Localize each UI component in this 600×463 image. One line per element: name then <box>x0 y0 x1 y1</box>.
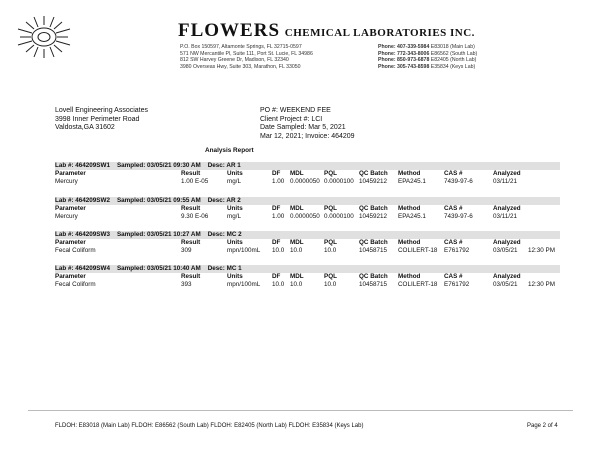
table-cell: 10.0 <box>290 247 303 254</box>
sample-block <box>55 231 560 255</box>
company-logo <box>14 14 74 60</box>
table-cell: 0.0000100 <box>324 213 354 220</box>
sample-block <box>55 197 560 221</box>
table-cell: EPA245.1 <box>398 213 426 220</box>
table-cell: PQL <box>324 170 337 177</box>
table-cell: Parameter <box>55 205 86 212</box>
table-cell: 309 <box>181 247 192 254</box>
flower-logo-icon <box>14 14 74 60</box>
table-cell: mg/L <box>227 213 241 220</box>
table-cell: 03/05/21 <box>493 247 518 254</box>
table-cell: 7439-97-6 <box>444 213 473 220</box>
table-cell: COLILERT-18 <box>398 247 438 254</box>
table-cell: mpn/100mL <box>227 247 261 254</box>
table-cell: 10.0 <box>324 281 337 288</box>
table-row <box>55 178 560 186</box>
phone-line: Phone: 305-743-8598 E35834 (Keys Lab) <box>378 63 476 70</box>
table-cell: MDL <box>290 273 304 280</box>
sampled-time: Sampled: 03/05/21 09:55 AM <box>116 197 201 204</box>
sample-desc: Desc: AR 2 <box>207 197 241 204</box>
table-cell: Units <box>227 205 243 212</box>
table-cell: 03/05/21 <box>493 281 518 288</box>
table-cell: Mercury <box>55 178 78 185</box>
client-project: Client Project #: LCI <box>260 115 323 123</box>
table-cell: 10.0 <box>290 281 303 288</box>
table-cell: 0.0000100 <box>324 178 354 185</box>
table-cell: QC Batch <box>359 205 388 212</box>
page-number: Page 2 of 4 <box>527 423 558 429</box>
table-cell: 10459212 <box>359 178 388 185</box>
table-cell: 1.00 <box>272 213 285 220</box>
sample-desc: Desc: AR 1 <box>207 162 241 169</box>
table-cell: 12:30 PM <box>528 247 555 254</box>
table-cell: Units <box>227 273 243 280</box>
sample-header-bar <box>55 231 560 239</box>
table-cell: MDL <box>290 170 304 177</box>
table-cell: QC Batch <box>359 239 388 246</box>
table-cell: 1.00 <box>272 178 285 185</box>
phone-line: Phone: 772-343-8006 E86562 (South Lab) <box>378 50 478 57</box>
phone-line: Phone: 407-339-5984 E83018 (Main Lab) <box>378 44 475 50</box>
table-cell: 9.30 E-06 <box>181 213 209 220</box>
table-cell: Mercury <box>55 213 78 220</box>
table-cell: 10.0 <box>324 247 337 254</box>
column-header-row <box>55 205 560 213</box>
table-row <box>55 247 560 255</box>
table-cell: DF <box>272 273 281 280</box>
lab-number: Lab #: 464209SW3 <box>55 231 110 238</box>
table-cell: CAS # <box>444 170 463 177</box>
lab-addresses <box>180 44 313 70</box>
table-cell: 10458715 <box>359 247 388 254</box>
table-cell: Analyzed <box>493 239 521 246</box>
table-cell: mg/L <box>227 178 241 185</box>
table-cell: Result <box>181 273 201 280</box>
lab-number: Lab #: 464209SW2 <box>55 197 110 204</box>
table-row <box>55 281 560 289</box>
address-line: 3980 Overseas Hwy, Suite 303, Marathon, FL 33050 <box>180 63 301 70</box>
table-cell: 7439-97-6 <box>444 178 473 185</box>
sample-desc: Desc: MC 2 <box>207 231 242 238</box>
company-name <box>178 20 475 42</box>
table-cell: PQL <box>324 239 337 246</box>
address-line: 571 NW Mercantile Pl, Suite 111, Port St. Lucie, FL 34986 <box>180 50 313 57</box>
table-cell: 03/11/21 <box>493 178 518 185</box>
lab-number: Lab #: 464209SW1 <box>55 162 110 169</box>
sampled-time: Sampled: 03/05/21 09:30 AM <box>116 162 201 169</box>
table-cell: Fecal Coliform <box>55 247 96 254</box>
table-cell: Result <box>181 205 201 212</box>
table-cell: CAS # <box>444 205 463 212</box>
address-line: P.O. Box 150597, Altamonte Springs, FL 32715-0597 <box>180 44 302 50</box>
table-cell: Parameter <box>55 239 86 246</box>
client-street: 3998 Inner Perimeter Road <box>55 115 140 123</box>
company-name-sub: CHEMICAL LABORATORIES INC. <box>284 27 475 39</box>
client-city: Valdosta,GA 31602 <box>55 124 115 132</box>
sampled-time: Sampled: 03/05/21 10:40 AM <box>116 265 201 272</box>
column-header-row <box>55 170 560 178</box>
sample-header-bar <box>55 162 560 170</box>
table-cell: DF <box>272 170 281 177</box>
footer-divider <box>28 410 573 411</box>
po-number: PO #: WEEKEND FEE <box>260 107 331 114</box>
table-cell: Parameter <box>55 170 86 177</box>
table-cell: E761792 <box>444 281 470 288</box>
lab-phones <box>378 44 477 70</box>
table-cell: DF <box>272 205 281 212</box>
table-cell: MDL <box>290 239 304 246</box>
table-row <box>55 213 560 221</box>
table-cell: 10459212 <box>359 213 388 220</box>
table-cell: E761792 <box>444 247 470 254</box>
table-cell: 10458715 <box>359 281 388 288</box>
table-cell: 1.00 E-05 <box>181 178 209 185</box>
table-cell: 10.0 <box>272 281 285 288</box>
table-cell: Units <box>227 239 243 246</box>
table-cell: Method <box>398 205 421 212</box>
report-title: Analysis Report <box>205 147 254 154</box>
table-cell: 0.0000050 <box>290 213 320 220</box>
table-cell: CAS # <box>444 273 463 280</box>
column-header-row <box>55 239 560 247</box>
table-cell: Analyzed <box>493 273 521 280</box>
table-cell: 03/11/21 <box>493 213 518 220</box>
date-sampled: Date Sampled: Mar 5, 2021 <box>260 124 346 132</box>
footer-labs: FLDOH: E83018 (Main Lab) FLDOH: E86562 (South Lab) FLDOH: E82405 (North Lab) FLDOH: E35834 (Keys Lab) <box>55 423 364 429</box>
table-cell: COLILERT-18 <box>398 281 438 288</box>
table-cell: Fecal Coliform <box>55 281 96 288</box>
table-cell: Method <box>398 239 421 246</box>
table-cell: Result <box>181 170 201 177</box>
lab-number: Lab #: 464209SW4 <box>55 265 110 272</box>
table-cell: QC Batch <box>359 170 388 177</box>
sample-block <box>55 265 560 289</box>
client-address <box>55 107 148 133</box>
table-cell: 0.0000050 <box>290 178 320 185</box>
table-cell: CAS # <box>444 239 463 246</box>
table-cell: Method <box>398 170 421 177</box>
table-cell: mpn/100mL <box>227 281 261 288</box>
table-cell: PQL <box>324 273 337 280</box>
sample-block <box>55 162 560 186</box>
table-cell: 12:30 PM <box>528 281 555 288</box>
table-cell: EPA245.1 <box>398 178 426 185</box>
table-cell: Method <box>398 273 421 280</box>
sample-desc: Desc: MC 1 <box>207 265 242 272</box>
invoice-line: Mar 12, 2021; Invoice: 464209 <box>260 132 355 140</box>
table-cell: Units <box>227 170 243 177</box>
table-cell: Parameter <box>55 273 86 280</box>
order-info <box>260 107 355 141</box>
company-name-main: FLOWERS <box>178 20 281 41</box>
sample-header-bar <box>55 197 560 205</box>
table-cell: DF <box>272 239 281 246</box>
table-cell: MDL <box>290 205 304 212</box>
client-name: Lovell Engineering Associates <box>55 107 149 114</box>
column-header-row <box>55 273 560 281</box>
phone-line: Phone: 850-973-6878 E82405 (North Lab) <box>378 57 477 64</box>
table-cell: Result <box>181 239 201 246</box>
address-line: 812 SW Harvey Greene Dr, Madison, FL 32340 <box>180 57 289 64</box>
table-cell: 393 <box>181 281 192 288</box>
table-cell: QC Batch <box>359 273 388 280</box>
table-cell: Analyzed <box>493 170 521 177</box>
table-cell: 10.0 <box>272 247 285 254</box>
sample-header-bar <box>55 265 560 273</box>
table-cell: Analyzed <box>493 205 521 212</box>
sampled-time: Sampled: 03/05/21 10:27 AM <box>116 231 201 238</box>
table-cell: PQL <box>324 205 337 212</box>
